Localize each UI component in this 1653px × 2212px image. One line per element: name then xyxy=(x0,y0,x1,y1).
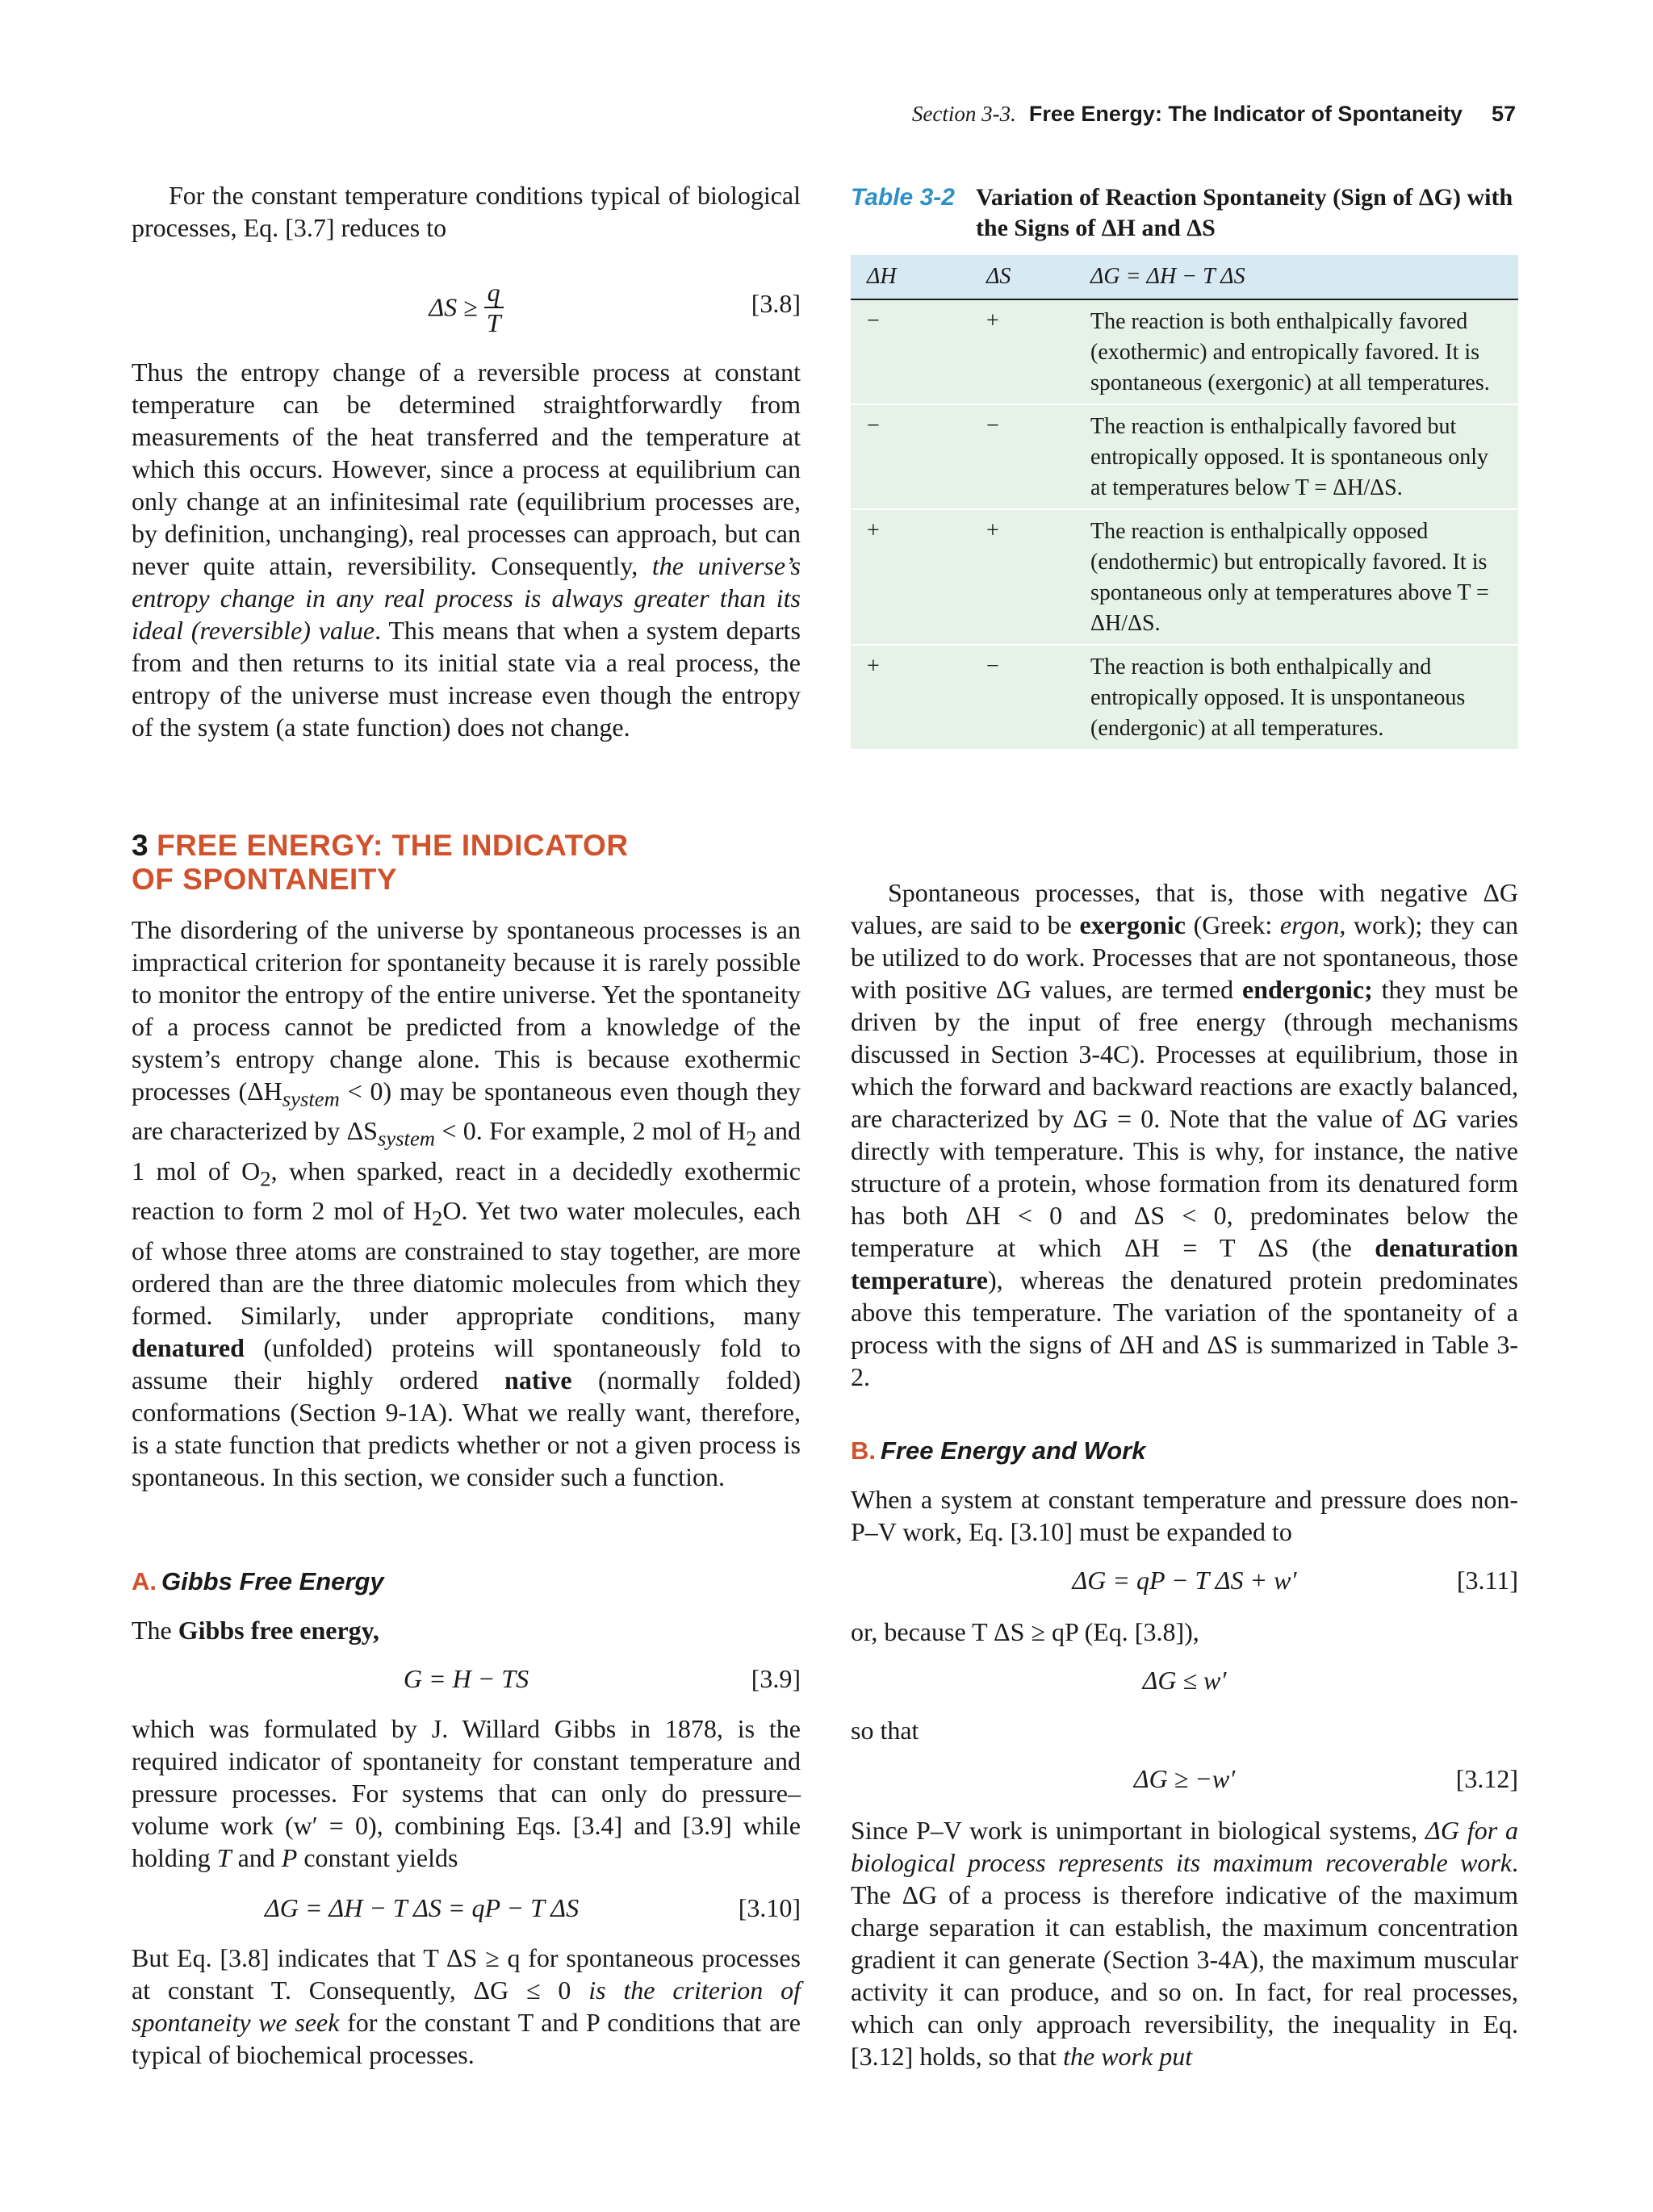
eq38-fraction xyxy=(484,278,504,337)
table-col-ds: ΔS xyxy=(986,264,1011,289)
p9-text: or, because T ΔS ≥ qP (Eq. [3.8]), xyxy=(851,1617,1199,1646)
row-ds: + xyxy=(986,308,999,333)
p3-t6: O. Yet two water molecules, each of whose three atoms are constrained to stay together, are more ordered than are the three diatomic molecules from which they formed. Similarly, under appropriate conditions, many xyxy=(132,1196,801,1330)
section-title-line2: OF SPONTANEITY xyxy=(132,863,398,896)
paragraph-gibbs-1878 xyxy=(132,1712,801,1874)
paragraph-disordering xyxy=(132,914,801,1493)
table-3-2 xyxy=(851,182,1518,749)
p10-text: so that xyxy=(851,1716,919,1745)
paragraph-exergonic xyxy=(851,876,1518,1393)
eq39-tag: [3.9] xyxy=(751,1664,801,1693)
subsection-b-title: Free Energy and Work xyxy=(881,1436,1146,1465)
header-title: Free Energy: The Indicator of Spontaneity xyxy=(1028,102,1463,126)
p3-s4: 2 xyxy=(260,1166,271,1191)
paragraph-gibbs-intro xyxy=(132,1614,801,1646)
p7-i1: ergon, xyxy=(1279,910,1346,939)
p3-t4: and 1 mol of O xyxy=(132,1116,801,1185)
p11-t1: Since P–V work is unimportant in biological systems, xyxy=(851,1816,1426,1845)
p3-s5: 2 xyxy=(432,1206,443,1231)
p5-T: T xyxy=(216,1843,232,1872)
table-caption-text: Variation of Reaction Spontaneity (Sign of ΔG) with the Signs of ΔH and ΔS xyxy=(975,184,1513,241)
eq310-expr: ΔG = ΔH − T ΔS = qP − T ΔS xyxy=(264,1893,580,1922)
equation-dg-le-w xyxy=(851,1666,1518,1704)
eq311-tag: [3.11] xyxy=(1456,1566,1518,1595)
table-body xyxy=(851,255,1518,749)
section-number: 3 xyxy=(132,829,149,862)
equation-3-9 xyxy=(132,1664,801,1703)
eq38-numerator: q xyxy=(484,278,504,308)
eq38-lhs: ΔS ≥ xyxy=(429,292,478,322)
p3-t2: < 0) may be spontaneous even though they are characterized by ΔS xyxy=(132,1077,801,1146)
row-dh: + xyxy=(867,654,880,679)
p7-b1: exergonic xyxy=(1079,910,1186,939)
p3-t8: (normally folded) conformations (Section 9-1A). What we really want, therefore, is a state function that predicts whether or not a given process is spontaneous. In this section, we consider such a function. xyxy=(132,1365,801,1491)
paragraph-entropy-reversible xyxy=(132,356,801,743)
paragraph-eq37: For the constant temperature conditions typical of biological processes, Eq. [3.7] reduces to xyxy=(132,181,801,242)
p7-t1: Spontaneous processes, that is, those with negative ΔG values, are said to be xyxy=(851,878,1518,939)
subsection-b-heading xyxy=(851,1435,1518,1467)
eq312-tag: [3.12] xyxy=(1455,1764,1518,1793)
p3-b1: denatured xyxy=(132,1332,245,1362)
p3-s3: 2 xyxy=(746,1126,757,1151)
p2-text-b: . This means that when a system departs from and then returns to its initial state via a real process, the entropy of the universe must increase even though the entropy of the system (a state function) does not change. xyxy=(132,616,801,742)
paragraph-or-because xyxy=(851,1616,1518,1648)
row-text: The reaction is both enthalpically and entropically opposed. It is unspontaneous (endergonic) at all temperatures. xyxy=(1090,654,1466,741)
p11-t2: . The ΔG of a process is therefore indicative of the maximum charge separation it can establish, the maximum concentration gradient it can generate (Section 3-4A), the maximum muscular activity it can produce, and so on. In fact, for real processes, which can only approach reversibility, the inequality in Eq. [3.12] holds, so that xyxy=(851,1848,1518,2071)
equation-3-11 xyxy=(851,1566,1518,1604)
p2-text-a: Thus the entropy change of a reversible process at constant temperature can be determined straightforwardly from measurements of the heat transferred and the temperature at which this occurs. However, since a process at equilibrium can only change at an infinitesimal rate (equilibrium processes are, by definition, unchanging), real processes can approach, but can never quite attain, reversibility. Consequently, xyxy=(132,358,801,580)
paragraph-criterion xyxy=(132,1942,801,2071)
eq-mid-expr: ΔG ≤ w′ xyxy=(1142,1666,1227,1695)
table-col-dh: ΔH xyxy=(867,264,897,289)
running-header xyxy=(912,102,1516,127)
eq312-expr: ΔG ≥ −w′ xyxy=(1133,1764,1236,1793)
p4-bold: Gibbs free energy, xyxy=(178,1616,379,1645)
p3-b2: native xyxy=(504,1365,572,1395)
p8-text: When a system at constant temperature and pressure does non-P–V work, Eq. [3.10] must be expanded to xyxy=(851,1485,1518,1546)
page-number: 57 xyxy=(1491,102,1516,126)
row-dh: − xyxy=(867,413,880,438)
p3-t3: < 0. For example, 2 mol of H xyxy=(435,1116,747,1146)
paragraph-so-that xyxy=(851,1714,1518,1746)
row-ds: − xyxy=(986,654,999,679)
p3-sub1: system xyxy=(282,1086,340,1111)
p4-pre: The xyxy=(132,1616,178,1645)
equation-3-12 xyxy=(851,1764,1518,1803)
row-text: The reaction is enthalpically opposed (endothermic) but entropically favored. It is spontaneous only at temperatures above T = ΔH/ΔS. xyxy=(1090,519,1489,636)
row-text: The reaction is enthalpically favored but entropically opposed. It is spontaneous only at temperatures below T = ΔH/ΔS. xyxy=(1090,414,1489,500)
p11-i2: the work put xyxy=(1063,2042,1193,2071)
p3-sub2: system xyxy=(377,1126,436,1151)
p6b: for the constant T and P conditions that are typical of biochemical processes. xyxy=(132,2008,801,2069)
table-row xyxy=(851,405,1518,510)
p7-t3: work); they can be utilized to do work. Processes that are not spontaneous, those with positive ΔG values, are termed xyxy=(851,910,1519,1004)
table-col-dg: ΔG = ΔH − T ΔS xyxy=(1090,264,1245,289)
p5-and: and xyxy=(231,1843,282,1872)
equation-3-10 xyxy=(132,1893,801,1932)
paragraph-non-pv-work xyxy=(851,1483,1518,1548)
header-section: Section 3-3. xyxy=(911,102,1016,126)
subsection-a-title: Gibbs Free Energy xyxy=(161,1567,384,1595)
subsection-b-letter: B. xyxy=(851,1436,876,1465)
section-3-heading xyxy=(132,829,801,897)
table-row xyxy=(851,300,1518,405)
left-column-top xyxy=(132,179,801,244)
section-title-line1: FREE ENERGY: THE INDICATOR xyxy=(157,829,629,862)
p7-b3: denaturation temperature xyxy=(851,1233,1518,1294)
row-dh: − xyxy=(867,308,880,333)
p3-t5: , when sparked, react in a decidedly exothermic reaction to form 2 mol of H xyxy=(132,1156,801,1226)
p2-italic: the universe’s entropy change in any real process is always greater than its ideal (reversible) value xyxy=(132,551,801,645)
table-row xyxy=(851,510,1518,646)
table-header-row xyxy=(851,255,1518,300)
p5b: constant yields xyxy=(297,1843,458,1872)
eq38-denominator: T xyxy=(486,308,501,337)
p5a: which was formulated by J. Willard Gibbs in 1878, is the required indicator of spontaneity for constant temperature and pressure processes. For systems that can only do pressure–volume work (w′ = 0), combining Eqs. [3.4] and [3.9] while holding xyxy=(132,1714,801,1872)
paragraph-maximum-work xyxy=(851,1814,1518,2072)
row-ds: + xyxy=(986,518,999,543)
p6a: But Eq. [3.8] indicates that T ΔS ≥ q for spontaneous processes at constant T. Consequently, ΔG ≤ 0 xyxy=(132,1943,801,2005)
equation-3-8 xyxy=(132,278,801,342)
eq38-tag: [3.8] xyxy=(751,289,801,318)
p11-i1: ΔG for a biological process represents its maximum recoverable work xyxy=(851,1816,1519,1877)
row-dh: + xyxy=(867,518,880,543)
p6-italic: is the criterion of spontaneity we seek xyxy=(132,1976,801,2037)
p7-t5: ), whereas the denatured protein predominates above this temperature. The variation of the spontaneity of a process with the signs of ΔH and ΔS is summarized in Table 3-2. xyxy=(851,1265,1518,1391)
row-text: The reaction is both enthalpically favored (exothermic) and entropically favored. It is spontaneous (exergonic) at all temperatures. xyxy=(1090,309,1490,395)
subsection-a-heading xyxy=(132,1566,801,1598)
table-row xyxy=(851,646,1518,749)
p7-t4: they must be driven by the input of free energy (through mechanisms discussed in Section 3-4C). Processes at equilibrium, those in which the forward and backward reactions are exactly balanced, are characterized by ΔG = 0. Note that the value of ΔG varies directly with temperature. This is why, for instance, the native structure of a protein, whose formation from its denatured form has both ΔH < 0 and ΔS < 0, predominates below the temperature at which ΔH = T ΔS (the xyxy=(851,975,1518,1262)
p3-t1: The disordering of the universe by spontaneous processes is an impractical criterion for spontaneity because it is rarely possible to monitor the entropy of the entire universe. Yet the spontaneity of a process cannot be predicted from a knowledge of the system’s entropy change alone. This is because exothermic processes (ΔH xyxy=(132,915,801,1106)
p7-b2: endergonic; xyxy=(1242,975,1373,1004)
p5-P: P xyxy=(281,1843,298,1872)
p3-t7: (unfolded) proteins will spontaneously fold to assume their highly ordered xyxy=(132,1332,801,1395)
row-ds: − xyxy=(986,413,999,438)
eq311-expr: ΔG = qP − T ΔS + w′ xyxy=(1072,1566,1297,1595)
p7-t2: (Greek: xyxy=(1185,910,1280,939)
subsection-a-letter: A. xyxy=(132,1567,157,1595)
eq39-expr: G = H − TS xyxy=(403,1664,529,1693)
table-caption xyxy=(851,182,1518,244)
table-label: Table 3-2 xyxy=(851,184,955,211)
eq310-tag: [3.10] xyxy=(738,1893,801,1922)
